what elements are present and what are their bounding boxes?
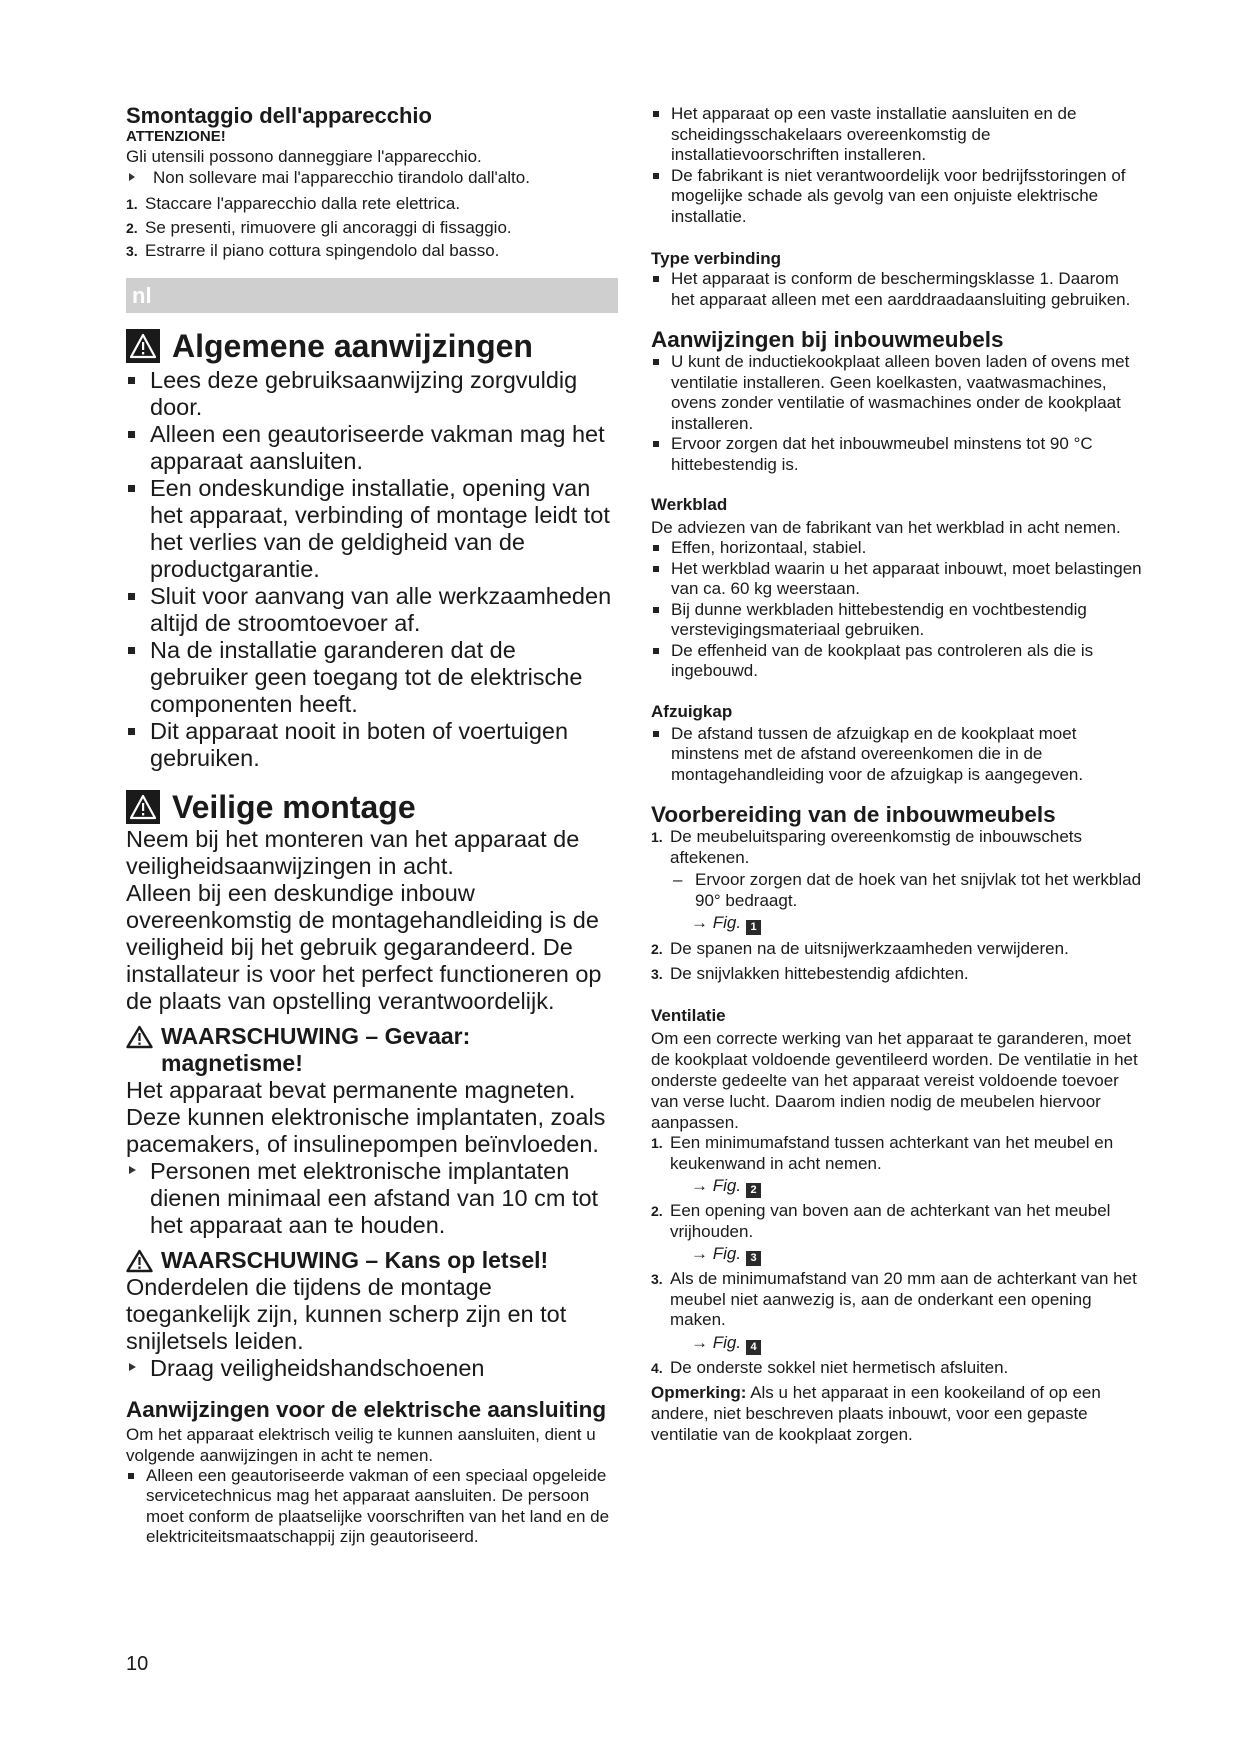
list-item: Alleen een geautoriseerde vakman of een speciaal opgeleide servicetechnicus mag het apparaat aansluiten. De persoon moet conform de plaatselijke voorschriften van het land en de elektriciteitsmaatschappij zijn geautoriseerd. — [126, 1466, 618, 1548]
list-item: Na de installatie garanderen dat de gebruiker geen toegang tot de elektrische componenten heeft. — [126, 637, 618, 718]
attention-text: Gli utensili possono danneggiare l'apparecchio. — [126, 147, 482, 166]
list-item: Effen, horizontaal, stabiel. — [651, 538, 1143, 559]
ventilation-steps — [651, 1133, 1143, 1378]
worktop-intro: De adviezen van de fabrikant van het werkblad in acht nemen. — [651, 518, 1121, 537]
language-code: nl — [132, 282, 152, 308]
dismount-step: 1. Staccare l'apparecchio dalla rete elettrica. — [126, 194, 461, 213]
preparation-substep: – Ervoor zorgen dat de hoek van het snijvlak tot het werkblad 90° bedraagt. — [670, 870, 1143, 911]
note-label: Opmerking: — [651, 1383, 747, 1402]
list-item: Bij dunne werkbladen hittebestendig en vochtbestendig verstevigingsmateriaal gebruiken. — [651, 600, 1143, 641]
language-band — [126, 278, 618, 313]
furniture-heading: Aanwijzingen bij inbouwmeubels — [651, 327, 1004, 352]
ventilation-intro: Om een correcte werking van het apparaat te garanderen, moet de kookplaat voldoende geventileerd worden. De ventilatie in het onderste gedeelte van het apparaat vereist voldoende toevoer van verse lucht. Daarom indien nodig de meubelen hiervoor aanpassen. — [651, 1029, 1138, 1132]
general-list — [126, 367, 618, 772]
figure-ref: → Fig. 4 — [670, 1333, 1143, 1355]
ventilation-step: 3. Als de minimumafstand van 20 mm aan de achterkant van het meubel niet aanwezig is, aan de onderkant een opening maken. → Fig. 4 — [651, 1269, 1143, 1355]
electrical-list-continued — [651, 104, 1143, 227]
ventilation-step: 4. De onderste sokkel niet hermetisch afsluiten. — [651, 1357, 1009, 1377]
list-item: Het werkblad waarin u het apparaat inbouwt, moet belastingen van ca. 60 kg weerstaan. — [651, 559, 1143, 600]
list-item: Dit apparaat nooit in boten of voertuigen gebruiken. — [126, 718, 618, 772]
left-column — [126, 104, 618, 1548]
list-item: Het apparaat op een vaste installatie aansluiten en de scheidingsschakelaars overeenkomstig de installatievoorschriften installeren. — [651, 104, 1143, 166]
furniture-list — [651, 352, 1143, 475]
dismount-steps — [126, 194, 618, 262]
preparation-step: 1. De meubeluitsparing overeenkomstig de inbouwschets aftekenen. – Ervoor zorgen dat de hoek van het snijvlak tot het werkblad 90° bedraagt. → Fig. 1 — [651, 827, 1143, 935]
right-column — [651, 104, 1143, 1445]
list-item: De fabrikant is niet verantwoordelijk voor bedrijfsstoringen of mogelijke schade als gevolg van een onjuiste elektrische installatie. — [651, 166, 1143, 228]
list-item: Ervoor zorgen dat het inbouwmeubel minstens tot 90 °C hittebestendig is. — [651, 434, 1143, 475]
warning-injury-instructions — [126, 1355, 618, 1382]
ventilation-heading: Ventilatie — [651, 1006, 726, 1025]
figure-ref: → Fig. 2 — [670, 1176, 1143, 1198]
warning-magnetism-text: Het apparaat bevat permanente magneten. Deze kunnen elektronische implantaten, zoals pacemakers, of insulinepompen beïnvloeden. — [126, 1076, 606, 1157]
worktop-heading: Werkblad — [651, 495, 728, 514]
warning-icon — [126, 329, 160, 363]
preparation-heading: Voorbereiding van de inbouwmeubels — [651, 802, 1056, 827]
list-item: De afstand tussen de afzuigkap en de kookplaat moet minstens met de afstand overeenkomen die in de montagehandleiding voor de afzuigkap is aangegeven. — [651, 724, 1143, 786]
preparation-steps — [651, 827, 1143, 984]
dismount-heading: Smontaggio dell'apparecchio — [126, 103, 432, 128]
safe-mounting-para2: Alleen bij een deskundige inbouw overeenkomstig de montagehandleiding is de veiligheid bij het gebruik gegarandeerd. De installateur is voor het perfect functioneren op de plaats van opstelling verantwoordelijk. — [126, 879, 602, 1014]
worktop-list — [651, 538, 1143, 682]
general-heading: Algemene aanwijzingen — [126, 327, 618, 365]
figure-ref: → Fig. 3 — [670, 1244, 1143, 1266]
figure-ref: → Fig. 1 — [670, 913, 1143, 935]
list-item: U kunt de inductiekookplaat alleen boven laden of ovens met ventilatie installeren. Geen koelkasten, vaatwasmachines, ovens zonder ventilatie of wasmachines onder de kookplaat installeren. — [651, 352, 1143, 434]
safe-mounting-para1: Neem bij het monteren van het apparaat de veiligheidsaanwijzingen in acht. — [126, 825, 580, 879]
warning-triangle-icon — [126, 1025, 153, 1049]
ventilation-note — [651, 1382, 1143, 1445]
warning-magnetism-title: WAARSCHUWING – Gevaar: magnetisme! — [126, 1023, 618, 1077]
page-number: 10 — [126, 1653, 149, 1675]
hood-heading: Afzuigkap — [651, 701, 733, 721]
electrical-intro: Om het apparaat elektrisch veilig te kunnen aansluiten, dient u volgende aanwijzingen in acht te nemen. — [126, 1424, 596, 1465]
dismount-step: 3. Estrarre il piano cottura spingendolo dal basso. — [126, 241, 500, 260]
note-text: Als u het apparaat in een kookeiland of op een andere, niet beschreven plaats inbouwt, voor een gepaste ventilatie van de kookplaat zorgen. — [651, 1383, 1101, 1444]
dismount-instruction-list — [126, 167, 618, 188]
figure-number-badge: 3 — [746, 1251, 761, 1266]
warning-injury-title: WAARSCHUWING – Kans op letsel! — [126, 1247, 618, 1274]
warning-injury-text: Onderdelen die tijdens de montage toegankelijk zijn, kunnen scherp zijn en tot snijletsels leiden. — [126, 1273, 567, 1354]
ventilation-step: 1. Een minimumafstand tussen achterkant van het meubel en keukenwand in acht nemen. → Fig. 2 — [651, 1133, 1143, 1198]
instruction-item: Personen met elektronische implantaten dienen minimaal een afstand van 10 cm tot het apparaat aan te houden. — [126, 1158, 618, 1239]
list-item: Lees deze gebruiksaanwijzing zorgvuldig door. — [126, 367, 618, 421]
warning-magnetism-instructions — [126, 1158, 618, 1239]
figure-number-badge: 4 — [746, 1340, 761, 1355]
preparation-step: 2. De spanen na de uitsnijwerkzaamheden verwijderen. — [651, 939, 1069, 958]
list-item: Alleen een geautoriseerde vakman mag het apparaat aansluiten. — [126, 421, 618, 475]
dismount-instruction: Non sollevare mai l'apparecchio tirandolo dall'alto. — [126, 167, 618, 188]
warning-triangle-icon — [126, 1249, 153, 1273]
electrical-list — [126, 1466, 618, 1548]
warning-icon — [126, 790, 160, 824]
dismount-step: 2. Se presenti, rimuovere gli ancoraggi di fissaggio. — [126, 217, 512, 237]
list-item: Een ondeskundige installatie, opening van het apparaat, verbinding of montage leidt tot het verlies van de geldigheid van de productgarantie. — [126, 475, 618, 583]
list-item: Het apparaat is conform de beschermingsklasse 1. Daarom het apparaat alleen met een aarddraadaansluiting gebruiken. — [651, 269, 1143, 310]
figure-number-badge: 2 — [746, 1183, 761, 1198]
attention-label: ATTENZIONE! — [126, 128, 226, 145]
list-item: De effenheid van de kookplaat pas controleren als die is ingebouwd. — [651, 641, 1143, 682]
figure-number-badge: 1 — [746, 920, 761, 935]
safe-mounting-heading: Veilige montage — [126, 788, 618, 826]
instruction-item: Draag veiligheidshandschoenen — [126, 1355, 618, 1382]
electrical-heading: Aanwijzingen voor de elektrische aansluiting — [126, 1396, 607, 1422]
list-item: Sluit voor aanvang van alle werkzaamheden altijd de stroomtoevoer af. — [126, 583, 618, 637]
connection-type-heading: Type verbinding — [651, 249, 782, 268]
connection-type-list — [651, 269, 1143, 310]
preparation-step: 3. De snijvlakken hittebestendig afdichten. — [651, 963, 969, 983]
hood-list — [651, 724, 1143, 786]
ventilation-step: 2. Een opening van boven aan de achterkant van het meubel vrijhouden. → Fig. 3 — [651, 1201, 1143, 1266]
